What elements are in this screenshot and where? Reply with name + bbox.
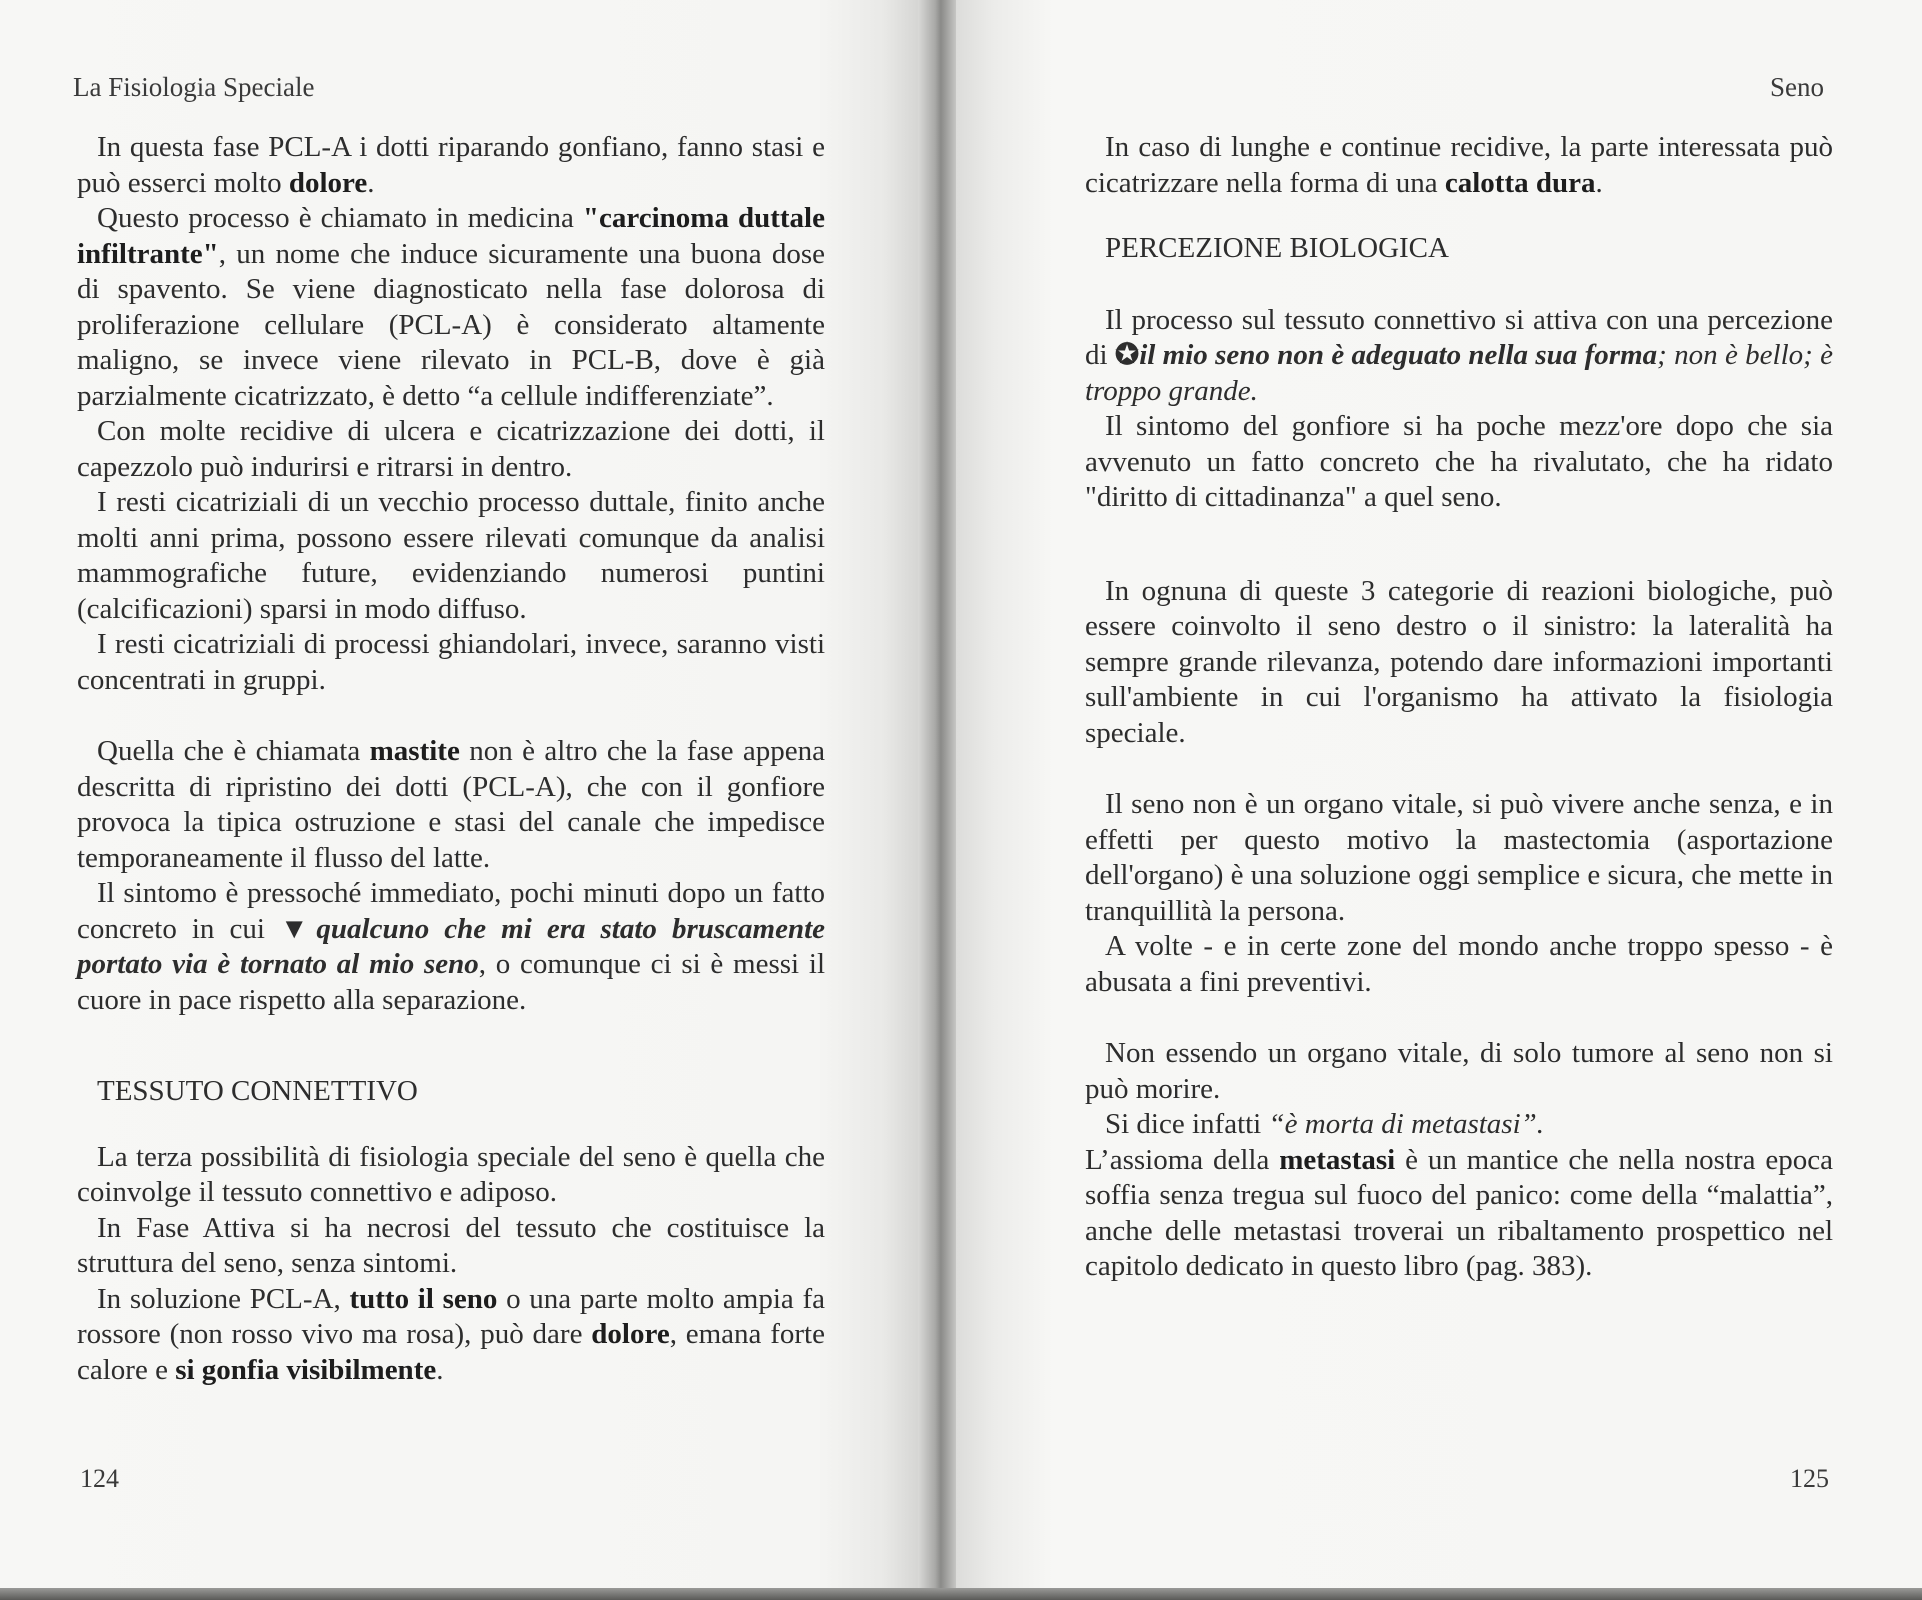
text-run: Il processo sul tessuto connettivo si attiva con una percezione di	[1085, 303, 1833, 371]
paragraph-gap	[1085, 516, 1833, 574]
right-paragraph-3: Il sintomo del gonfiore si ha poche mezz'ore dopo che sia avvenuto un fatto concreto che ha rivalutato, che ha ridato "diritto di cittadinanza" a quel seno.	[1085, 410, 1833, 513]
text-run: Quella che è chiamata	[97, 735, 370, 767]
section-gap	[1085, 201, 1833, 231]
left-page-number: 124	[80, 1464, 119, 1493]
bold-run: mastite	[369, 735, 460, 767]
left-paragraph-2	[77, 201, 825, 414]
left-paragraph-7	[77, 876, 825, 1018]
bold-run: si gonfia visibilmente	[175, 1353, 437, 1386]
right-paragraph-9	[1085, 1143, 1833, 1285]
bold-italic-run: il mio seno non è adeguato nella sua forma	[1139, 339, 1658, 371]
text-run: non è altro che la fase appena descritta di ripristino dei dotti (PCL-A), che con il gonfiore provoca la tipica ostruzione e stasi del canale che impedisce temporaneamente il flusso del latte.	[77, 735, 825, 874]
left-paragraph-1	[77, 130, 825, 201]
bold-run: dolore	[591, 1318, 670, 1350]
left-text-column	[77, 130, 825, 1388]
paragraph-gap	[1085, 1000, 1833, 1036]
text-run: Questo processo è chiamato in medicina	[97, 202, 583, 234]
text-run: , un nome che induce sicuramente una buona dose di spavento. Se viene diagnosticato nella fase dolorosa di proliferazione cellulare (PCL-A) è considerato altamente maligno, se invece viene rilevato in PCL-B, dove è già parzialmente cicatrizzato, è detto “a cellule indifferenziate”.	[77, 237, 825, 412]
left-paragraph-10	[77, 1282, 825, 1389]
right-running-head: Seno	[1770, 72, 1824, 102]
text-run: , emana forte calore e	[77, 1318, 825, 1386]
paragraph-gap	[77, 698, 825, 734]
right-paragraph-1	[1085, 130, 1833, 201]
text-run: L’assioma della	[1085, 1143, 1280, 1176]
section-gap	[1085, 267, 1833, 303]
right-paragraph-5: Il seno non è un organo vitale, si può vivere anche senza, e in effetti per questo motivo la mastectomia (asportazione dell'organo) è una soluzione oggi semplice e sicura, che mette in tranquillità la persona.	[1085, 788, 1833, 927]
text-run: In questa fase PCL-A i dotti riparando gonfiano, fanno stasi e può esserci molto	[77, 131, 825, 199]
bold-run: tutto il seno	[349, 1282, 498, 1315]
right-paragraph-4: In ognuna di queste 3 categorie di reazioni biologiche, può essere coinvolto il seno destro o il sinistro: la lateralità ha sempre grande rilevanza, potendo dare informazioni importanti sull'ambiente in cui l'organismo ha attivato la fisiologia speciale.	[1085, 574, 1833, 749]
right-paragraph-6: A volte - e in certe zone del mondo anche troppo spesso - è abusata a fini preventivi.	[1085, 930, 1833, 998]
bold-run: "carcinoma duttale infiltrante"	[77, 202, 825, 270]
text-run: Il sintomo è pressoché immediato, pochi minuti dopo un fatto concreto in cui	[77, 877, 825, 945]
left-paragraph-5: I resti cicatriziali di processi ghiandolari, invece, saranno visti concentrati in gruppi.	[77, 628, 825, 696]
right-paragraph-8	[1085, 1107, 1833, 1143]
left-paragraph-6	[77, 734, 825, 876]
italic-run: ; non è bello; è troppo grande.	[1085, 339, 1834, 407]
bold-run: metastasi	[1279, 1143, 1396, 1176]
right-text-column	[1085, 130, 1833, 1285]
text-run: .	[436, 1353, 444, 1386]
triangle-down-icon: ▼	[279, 912, 317, 945]
text-run: , o comunque ci si è messi il cuore in pace rispetto alla separazione.	[77, 948, 825, 1016]
section-heading-percezione-biologica: PERCEZIONE BIOLOGICA	[1105, 232, 1449, 264]
bold-run: calotta dura	[1444, 166, 1596, 199]
section-gap	[77, 1110, 825, 1140]
text-run: .	[367, 166, 375, 199]
left-paragraph-9: In Fase Attiva si ha necrosi del tessuto che costituisce la struttura del seno, senza sintomi.	[77, 1211, 825, 1279]
text-run: In caso di lunghe e continue recidive, la parte interessata può cicatrizzare nella forma di una	[1085, 131, 1833, 199]
italic-run: “è morta di metastasi”.	[1268, 1108, 1545, 1140]
left-paragraph-8: La terza possibilità di fisiologia speciale del seno è quella che coinvolge il tessuto connettivo e adiposo.	[77, 1140, 825, 1208]
scan-bottom-edge	[0, 1588, 1922, 1600]
text-run: .	[1595, 166, 1603, 199]
text-run: è un mantice che nella nostra epoca soffia senza tregua sul fuoco del panico: come della “malattia”, anche delle metastasi troverai un ribaltamento prospettico nel capitolo dedicato in questo libro (pag. 383).	[1085, 1143, 1834, 1282]
bold-run: dolore	[288, 166, 368, 199]
text-run: In soluzione PCL-A,	[97, 1282, 350, 1315]
left-running-head: La Fisiologia Speciale	[73, 72, 315, 102]
right-paragraph-7: Non essendo un organo vitale, di solo tumore al seno non si può morire.	[1085, 1037, 1833, 1105]
bold-italic-run: qualcuno che mi era stato bruscamente portato via è tornato al mio seno	[77, 912, 826, 980]
section-gap	[77, 1018, 825, 1068]
right-paragraph-2	[1085, 303, 1833, 410]
right-page-number: 125	[1790, 1464, 1829, 1493]
text-run: o una parte molto ampia fa rossore (non rosso vivo ma rosa), può dare	[77, 1282, 826, 1350]
book-gutter	[918, 0, 956, 1592]
left-paragraph-3: Con molte recidive di ulcera e cicatrizzazione dei dotti, il capezzolo può indurirsi e ritrarsi in dentro.	[77, 415, 825, 483]
left-paragraph-4: I resti cicatriziali di un vecchio processo duttale, finito anche molti anni prima, possono essere rilevati comunque da analisi mammografiche future, evidenziando numerosi puntini (calcificazioni) sparsi in modo diffuso.	[77, 486, 825, 625]
text-run: Si dice infatti	[1105, 1108, 1269, 1140]
section-heading-tessuto-connettivo: TESSUTO CONNETTIVO	[97, 1075, 418, 1107]
circled-star-icon: ✪	[1114, 339, 1140, 371]
paragraph-gap	[1085, 751, 1833, 787]
